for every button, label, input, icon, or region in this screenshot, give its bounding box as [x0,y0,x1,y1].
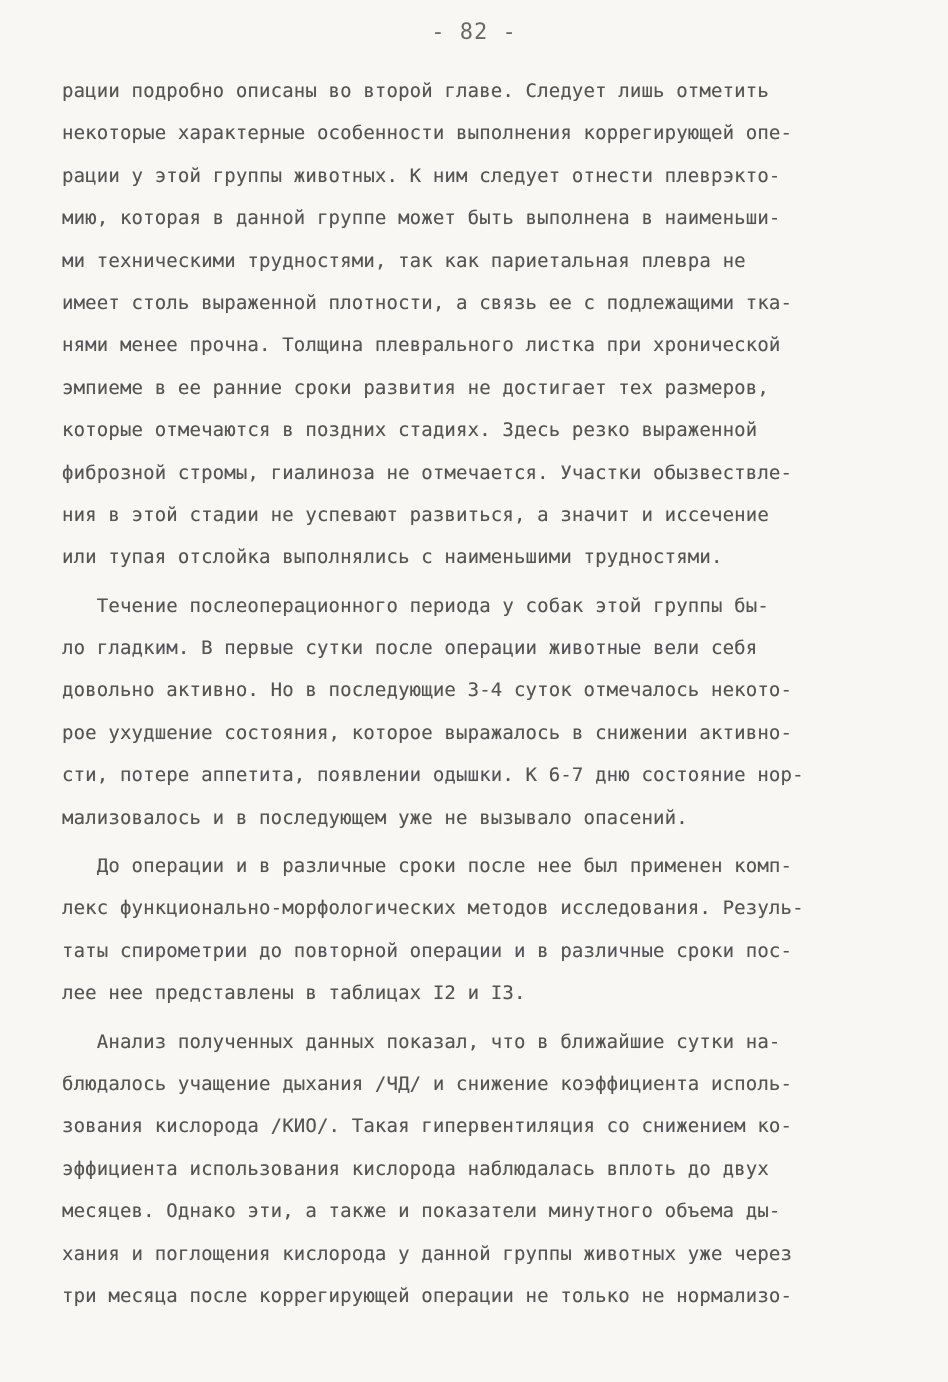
paragraph-first-line: Течение послеоперационного периода у собак этой группы бы- [62,594,769,617]
text-line: блюдалось учащение дыхания /ЧД/ и снижение коэффициента исполь- [62,1072,793,1095]
text-line: зования кислорода /КИО/. Такая гипервентиляция со снижением ко- [62,1115,793,1138]
text-line: эффициента использования кислорода наблюдалась вплоть до двух [62,1157,769,1180]
text-line: мию, которая в данной группе может быть выполнена в наименьши- [62,207,781,230]
text-line: нями менее прочна. Толщина плеврального листка при хронической [62,334,781,357]
text-line: мализовалось и в последующем уже не вызывало опасений. [62,806,688,829]
text-line: месяцев. Однако эти, а также и показатели минутного объема ды- [62,1200,781,1223]
text-line: ния в этой стадии не успевают развиться, а значит и иссечение [62,503,769,526]
text-line: фиброзной стромы, гиалиноза не отмечается. Участки обызвествле- [62,461,793,484]
paragraph-first-line: Анализ полученных данных показал, что в ближайшие сутки на- [62,1030,781,1053]
text-line: ло гладким. В первые сутки после операции животные вели себя [62,637,758,660]
text-line: довольно активно. Но в последующие 3-4 суток отмечалось некото- [62,679,793,702]
page-number: - 82 - [431,20,517,45]
text-line: таты спирометрии до повторной операции и в различные сроки пос- [62,939,793,962]
text-line: рации у этой группы животных. К ним следует отнести плеврэкто- [62,164,781,187]
text-line: рации подробно описаны во второй главе. Следует лишь отметить [62,80,769,102]
text-line: или тупая отслойка выполнялись с наименьшими трудностями. [62,546,723,569]
text-line: имеет столь выраженной плотности, а связь ее с подлежащими тка- [62,291,793,314]
text-line: эмпиеме в ее ранние сроки развития не достигает тех размеров, [62,376,769,399]
text-line: хания и поглощения кислорода у данной группы животных уже через [62,1242,793,1265]
text-line: которые отмечаются в поздних стадиях. Здесь резко выраженной [62,419,758,442]
text-line: лекс функционально-морфологических методов исследования. Резуль- [62,897,804,920]
body-text [62,70,902,1317]
text-line: некоторые характерные особенности выполнения коррегирующей опе- [62,122,793,145]
text-line: три месяца после коррегирующей операции не только не нормализо- [62,1284,793,1307]
text-line: ми техническими трудностями, так как париетальная плевра не [62,249,746,272]
paragraph-first-line: До операции и в различные сроки после нее был применен комп- [62,855,793,878]
text-line: рое ухудшение состояния, которое выражалось в снижении активно- [62,721,793,744]
text-line: лее нее представлены в таблицах I2 и I3. [62,982,526,1005]
text-line: сти, потере аппетита, появлении одышки. К 6-7 дню состояние нор- [62,764,804,787]
